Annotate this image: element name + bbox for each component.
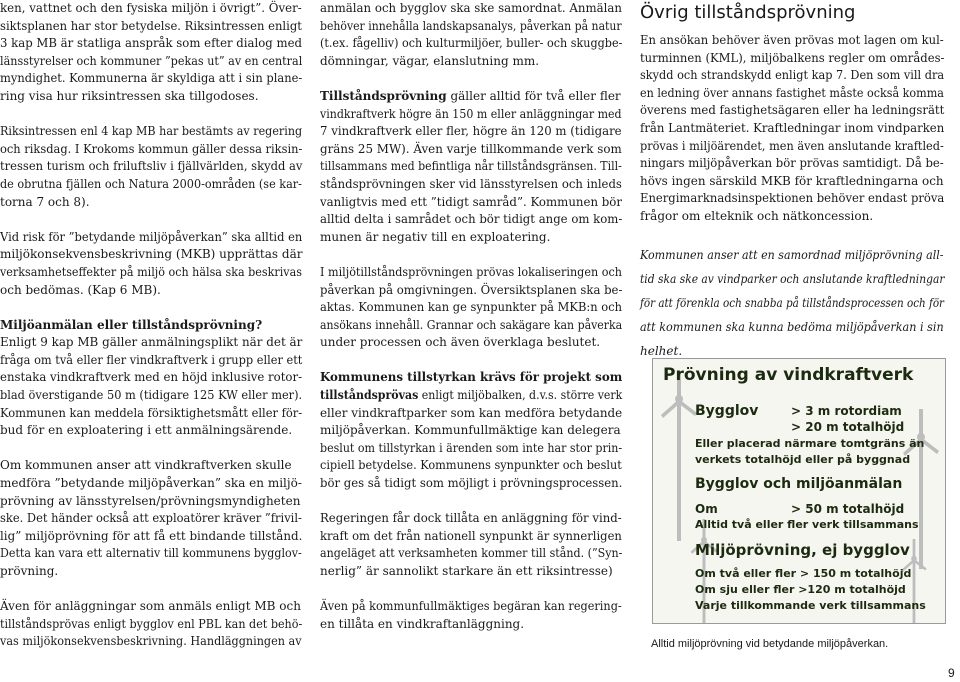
text-line: nerlig” är sannolikt starkare än ett riksintresse) (320, 564, 613, 578)
text-line: torna 7 och 8). (0, 194, 90, 209)
text-line: fråga om två eller fler vindkraftverk i grupp eller ett (0, 352, 303, 367)
text-line: gräns 25 MW). Även varje tillkommande verk som (320, 141, 622, 156)
text-line: Riksintressen enl 4 kap MB har bestämts av regering (0, 124, 303, 139)
text-line: I miljötillståndsprövningen prövas lokaliseringen och (320, 264, 622, 279)
paragraph-tillstandsprovning (320, 88, 622, 246)
text-line: prövas i miljöärendet, men även anslutande kraftled- (640, 138, 944, 153)
text-line: skydd och strandskydd enligt kap 7. Den som vill dra (640, 68, 945, 83)
text-line: miljökonsekvensbeskrivning (MKB) upprättas där (0, 247, 303, 262)
text-line: vanligtvis med ett ”tidigt samråd”. Kommunen bör (320, 194, 622, 209)
text-line: Även på kommunfullmäktiges begäran kan regering- (320, 599, 622, 614)
text-line: och bedömas. (Kap 6 MB). (0, 282, 161, 297)
bygglov-rule: > 3 m rotordiam (791, 404, 902, 418)
text-line: Även för anläggningar som anmäls enligt MB och (0, 599, 301, 614)
paragraph-riksintressen (0, 123, 302, 211)
text-line: ansökans innehåll. Grannar och sakägare kan påverka (320, 317, 623, 332)
column-left (0, 0, 302, 651)
text-line: turminnen (KML), miljöbalkens regler om områdes- (640, 50, 945, 65)
paragraph-planning (0, 0, 302, 106)
text-line: myndighet. Kommunerna är skyldiga att i sin plane- (0, 71, 303, 86)
text-line: Vid risk för ”betydande miljöpåverkan” ska alltid en (0, 229, 303, 244)
text-line: Regeringen får dock tillåta en anläggning för vind- (320, 511, 622, 526)
miljoprovning-heading: Miljöprövning, ej bygglov (695, 541, 910, 559)
page-number: 9 (948, 666, 955, 680)
text-line: ring visa hur riksintressen ska tillgodoses. (0, 88, 259, 103)
text-line: från Lantmäteriet. Kraftledningar inom vindparken (640, 120, 945, 135)
text-line: beslut om tillstyrkan i ärenden som inte har stor prin- (320, 440, 623, 455)
bygglov-miljoanmalan-heading: Bygglov och miljöanmälan (695, 476, 903, 492)
text-line: under processen och även överklaga beslutet. (320, 335, 601, 350)
text-line: Om kommunen anser att vindkraftverken skulle (0, 458, 292, 473)
paragraph-anmalan (320, 0, 622, 70)
text-line: 3 kap MB är statliga anspråk som efter dialog med (0, 36, 302, 51)
text-line: verksamhetseffekter på miljö och hälsa ska beskrivas (0, 264, 302, 279)
column-middle (320, 0, 622, 633)
text-line: och riksdag. I Krokoms kommun gäller dessa riksin- (0, 141, 303, 156)
bygglov-rule: > 20 m totalhöjd (791, 420, 905, 434)
text-line: att kommunen ska kunna bedöma miljöpåverkan i sin (640, 320, 944, 335)
text-line: En ansökan behöver även prövas mot lagen om kul- (640, 33, 944, 47)
text-line: (t.ex. fågelliv) och kulturmiljöer, buller- och skuggbe- (320, 36, 623, 51)
text-line: blad överstigande 50 m (tidigare 125 KW eller mer). (0, 388, 303, 403)
text-line: miljöpåverkan. Kommunfullmäktige kan delegera (320, 423, 621, 438)
bm-rule: Alltid två eller fler verk tillsammans (695, 518, 919, 531)
text-line: ken, vattnet och den fysiska miljön i övrigt”. Över- (0, 1, 302, 15)
figure-caption: Alltid miljöprövning vid betydande miljöpåverkan. (651, 638, 889, 650)
text-line: 7 vindkraftverk eller fler, högre än 120 m (tidigare (320, 124, 622, 139)
text-line: aktas. Kommunen kan ge synpunkter på MKB:n och (320, 300, 623, 315)
paragraph-anlaggningar (0, 598, 302, 651)
text-line: vas miljökonsekvensbeskrivning. Handläggningen av (0, 634, 302, 649)
text-line: länsstyrelser och kommuner ”pekas ut” av en central (0, 53, 303, 68)
text-line: överens med fastighetsägaren eller ha ledningsrätt (640, 103, 945, 118)
text-line: för att förenkla och snabba på tillståndsprocessen och för (640, 296, 945, 311)
text-line: kraft om det från nationell synpunkt är synnerligen (320, 528, 622, 543)
text-line: enligt miljöbalken, d.v.s. större verk (418, 388, 623, 403)
text-line: ningars miljöpåverkan bör prövas samtidigt. Då be- (640, 156, 944, 171)
text-line: de obrutna fjällen och Natura 2000-områden (se kar- (0, 176, 302, 191)
bygglov-rule: verkets totalhöjd eller på byggnad (695, 453, 911, 466)
paragraph-ovrig-provning (640, 32, 944, 226)
text-line: helhet. (640, 344, 683, 359)
text-line: bör ges så tidigt som möjligt i prövningsprocessen. (320, 476, 623, 491)
text-line: enstaka vindkraftverk med en höjd inklusive rotor- (0, 370, 303, 385)
figure-provning-vindkraftverk (652, 358, 946, 624)
column-right (640, 0, 944, 363)
text-line: medföra ”betydande miljöpåverkan” ska en miljö- (0, 476, 302, 491)
text-line: angeläget att verksamheten kommer till stånd. (”Syn- (320, 546, 623, 561)
text-line: Detta kan vara ett alternativ till kommunens bygglov- (0, 546, 302, 561)
figure-title: Prövning av vindkraftverk (663, 365, 914, 385)
wind-turbine-icon (659, 371, 699, 541)
text-line: eller vindkraftparker som kan medföra betydande (320, 405, 623, 420)
text-line: Kommunen kan meddela försiktighetsmått eller för- (0, 405, 303, 420)
paragraph-tillstyrkan (320, 369, 622, 492)
section-heading-miljoanmalan: Miljöanmälan eller tillståndsprövning? (0, 317, 263, 332)
paragraph-regeringen (320, 510, 622, 580)
text-line: ståndsprövningen sker vid länsstyrelsen och inleds (320, 176, 622, 191)
paragraph-mkb (0, 229, 302, 299)
bm-om-label: Om (695, 502, 718, 516)
paragraph-lokalisering (320, 264, 622, 352)
paragraph-miljoprovning (0, 457, 302, 580)
text-line: en ledning över annans fastighet måste också komma (640, 85, 944, 100)
text-line: tillståndsprövas enligt bygglov enl PBL kan det behö- (0, 616, 303, 631)
text-line: Energimarknadsinspektionen behöver endast pröva (640, 191, 945, 206)
italic-statement (640, 243, 944, 363)
text-line: behöver innehålla landskapsanalys, påverkan på natur (320, 18, 622, 33)
text-line: dömningar, vägar, elanslutning mm. (320, 53, 540, 68)
text-line: prövning. (0, 564, 59, 578)
bm-rule: > 50 m totalhöjd (791, 502, 905, 516)
text-line: prövning av länsstyrelsen/prövningsmyndigheten (0, 493, 301, 508)
lead-term-tillstandsprovning: Tillståndsprövning (320, 88, 447, 103)
text-line: vindkraftverk högre än 150 m eller anläggningar med (320, 106, 622, 121)
mp-rule: Varje tillkommande verk tillsammans (695, 599, 926, 612)
text-line: en tillåta en vindkraftanläggning. (320, 616, 525, 631)
text-line: tillsammans med befintliga når tillståndsgränsen. Till- (320, 159, 622, 174)
text-line: frågor om elteknik och nätkoncession. (640, 208, 874, 223)
text-line: Kommunen anser att en samordnad miljöprövning all- (640, 248, 944, 263)
text-line: Enligt 9 kap MB gäller anmälningsplikt när det är (0, 335, 303, 350)
mp-rule: Om sju eller fler >120 m totalhöjd (695, 583, 906, 596)
bygglov-label: Bygglov (695, 403, 759, 419)
text-line: munen är negativ till en exploatering. (320, 229, 551, 244)
text-line: gäller alltid för två eller fler (446, 88, 621, 103)
text-line: påverkan på omgivningen. Översiktsplanen ska be- (320, 282, 623, 297)
paragraph-kommunfullmaktige (320, 598, 622, 633)
mp-rule: Om två eller fler > 150 m totalhöjd (695, 567, 912, 580)
text-line: lig” miljöprövning för att få ett bindande tillstånd. (0, 528, 303, 543)
text-line: hövs ingen särskild MKB för kraftledningarna och (640, 173, 944, 188)
text-line: ske. Det händer också att exploatörer kräver ”frivil- (0, 511, 302, 526)
text-line: siktsplanen har stor betydelse. Riksintressen enligt (0, 18, 302, 33)
text-line: anmälan och bygglov ska ske samordnat. Anmälan (320, 1, 622, 15)
text-line: bud för en exploatering i ett anmälningsärende. (0, 423, 293, 438)
section-heading-ovrig: Övrig tillståndsprövning (640, 2, 856, 23)
text-line: cipiell betydelse. Kommunens synpunkter och beslut (320, 458, 622, 473)
text-line: alltid delta i samrådet och bör tidigt ange om kom- (320, 212, 623, 227)
lead-term-tillstandsprovas: tillståndsprövas (320, 388, 419, 403)
lead-text-tillstyrkan: Kommunens tillstyrkan krävs för projekt som (320, 370, 623, 385)
text-line: tid ska ske av vindparker och anslutande kraftledningar (640, 272, 945, 287)
bygglov-rule: Eller placerad närmare tomtgräns än (695, 437, 925, 450)
text-line: tressen turism och friluftsliv i fjällvärlden, skydd av (0, 159, 303, 174)
paragraph-anmalningsplikt (0, 334, 302, 440)
